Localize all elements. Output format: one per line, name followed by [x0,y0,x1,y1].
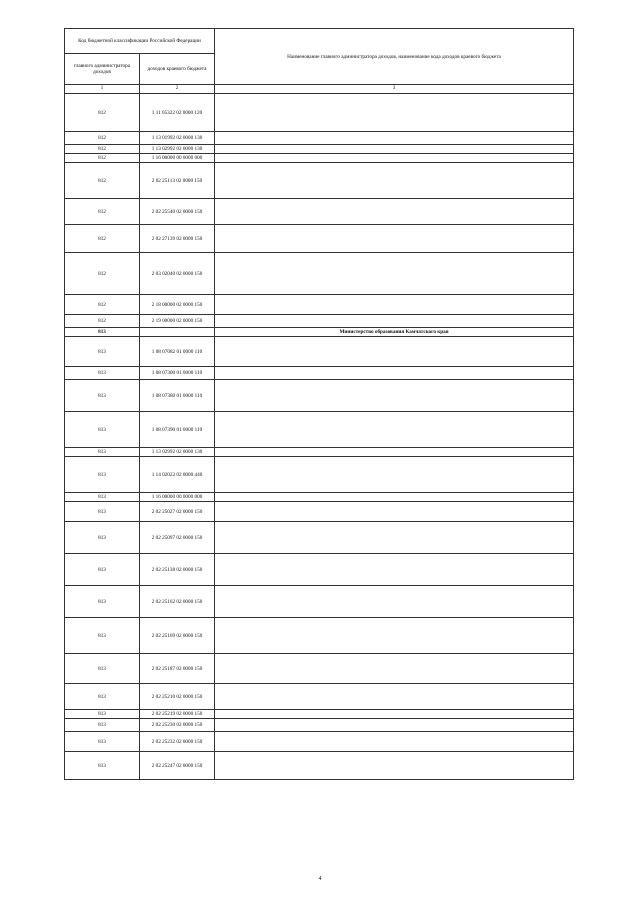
income-code-cell: 2 02 25027 02 0000 150 [140,502,215,522]
table-row [65,448,574,457]
income-code-cell: 1 08 07082 01 0000 110 [140,337,215,367]
table-row [65,752,574,780]
admin-code-cell: 813 [65,618,140,654]
name-cell [215,554,574,586]
income-code-cell [140,328,215,337]
table-row [65,719,574,732]
name-cell [215,586,574,618]
name-cell [215,380,574,412]
income-code-cell: 2 02 25247 02 0000 150 [140,752,215,780]
income-code-cell: 2 02 25097 02 0000 150 [140,522,215,554]
header-admin: главного администратора доходов [65,54,140,85]
name-cell [215,315,574,328]
name-cell [215,502,574,522]
table-row [65,94,574,132]
admin-code-cell: 813 [65,654,140,684]
table-row [65,522,574,554]
table-row [65,199,574,225]
admin-code-cell: 813 [65,752,140,780]
table-row [65,163,574,199]
name-cell [215,154,574,163]
table-row [65,337,574,367]
column-index: 2 [140,85,215,94]
name-cell [215,145,574,154]
admin-code-cell: 812 [65,132,140,145]
name-cell [215,448,574,457]
name-cell [215,654,574,684]
table-row [65,457,574,493]
table-row [65,154,574,163]
admin-code-cell: 813 [65,380,140,412]
income-code-cell: 1 13 02992 02 0000 130 [140,145,215,154]
income-code-cell: 2 03 02040 02 0000 150 [140,253,215,295]
income-code-cell: 1 08 07300 01 0000 110 [140,367,215,380]
income-code-cell: 1 08 07380 01 0000 110 [140,380,215,412]
column-index: 3 [215,85,574,94]
table-row [65,710,574,719]
name-cell [215,94,574,132]
table-row [65,315,574,328]
header-name: Наименование главного администратора доходов, наименование кода доходов краевого бюджета [215,29,574,85]
name-cell [215,295,574,315]
table-row [65,225,574,253]
income-code-cell: 2 02 27139 02 0000 150 [140,225,215,253]
income-code-cell: 1 16 00000 00 0000 000 [140,154,215,163]
income-code-cell: 1 08 07390 01 0000 110 [140,412,215,448]
admin-code-cell: 813 [65,522,140,554]
table-row [65,732,574,752]
income-code-cell: 2 19 00000 02 0000 150 [140,315,215,328]
income-code-cell: 1 16 00000 00 0000 000 [140,493,215,502]
income-code-cell: 2 02 25169 02 0000 150 [140,618,215,654]
name-cell [215,412,574,448]
name-cell [215,253,574,295]
table-row [65,554,574,586]
name-cell [215,522,574,554]
name-cell [215,719,574,732]
income-code-cell: 2 02 25210 02 0000 150 [140,684,215,710]
income-code-cell: 1 13 01992 02 0000 130 [140,132,215,145]
income-code-cell: 2 02 25540 02 0000 150 [140,199,215,225]
table-row [65,654,574,684]
admin-code-cell: 813 [65,448,140,457]
document-page [64,28,574,780]
table-row [65,295,574,315]
income-code-cell: 2 02 25230 02 0000 150 [140,719,215,732]
admin-code-cell: 813 [65,337,140,367]
name-cell [215,337,574,367]
name-cell [215,367,574,380]
admin-code-cell: 813 [65,328,140,337]
admin-code-cell: 812 [65,295,140,315]
section-row [65,328,574,337]
income-code-cell: 2 02 25219 02 0000 150 [140,710,215,719]
table-row [65,380,574,412]
name-cell: Министерство образования Камчатского края [215,328,574,337]
name-cell [215,493,574,502]
income-code-cell: 1 11 05322 02 0000 120 [140,94,215,132]
name-cell [215,199,574,225]
table-row [65,684,574,710]
income-code-cell: 2 18 00000 02 0000 150 [140,295,215,315]
income-code-cell: 2 02 25113 02 0000 150 [140,163,215,199]
admin-code-cell: 812 [65,163,140,199]
admin-code-cell: 813 [65,710,140,719]
income-code-cell: 1 13 02992 02 0000 130 [140,448,215,457]
table-row [65,253,574,295]
income-code-cell: 2 02 25138 02 0000 150 [140,554,215,586]
name-cell [215,684,574,710]
table-row [65,586,574,618]
header-income-code: доходов краевого бюджета [140,54,215,85]
table-row [65,502,574,522]
name-cell [215,225,574,253]
name-cell [215,618,574,654]
income-code-cell: 2 02 25187 02 0000 150 [140,654,215,684]
admin-code-cell: 813 [65,493,140,502]
name-cell [215,732,574,752]
admin-code-cell: 813 [65,554,140,586]
header-group: Код бюджетной классификации Российской Федерации [65,29,215,54]
admin-code-cell: 813 [65,412,140,448]
name-cell [215,457,574,493]
column-index: 1 [65,85,140,94]
income-code-cell: 2 02 25232 02 0000 150 [140,732,215,752]
admin-code-cell: 813 [65,732,140,752]
admin-code-cell: 813 [65,719,140,732]
table-row [65,412,574,448]
admin-code-cell: 813 [65,457,140,493]
admin-code-cell: 812 [65,94,140,132]
admin-code-cell: 813 [65,684,140,710]
income-code-cell: 1 14 02022 02 0000 440 [140,457,215,493]
name-cell [215,132,574,145]
admin-code-cell: 813 [65,367,140,380]
admin-code-cell: 812 [65,154,140,163]
admin-code-cell: 813 [65,586,140,618]
admin-code-cell: 812 [65,199,140,225]
admin-code-cell: 813 [65,502,140,522]
column-index-row [65,85,574,94]
name-cell [215,163,574,199]
admin-code-cell: 812 [65,315,140,328]
admin-code-cell: 812 [65,145,140,154]
table-row [65,367,574,380]
table-row [65,132,574,145]
table-row [65,493,574,502]
name-cell [215,710,574,719]
name-cell [215,752,574,780]
admin-code-cell: 812 [65,253,140,295]
income-code-cell: 2 02 25162 02 0000 150 [140,586,215,618]
table-row [65,618,574,654]
table-row [65,145,574,154]
admin-code-cell: 812 [65,225,140,253]
budget-classification-table [64,28,574,780]
page-number: 4 [318,876,322,882]
